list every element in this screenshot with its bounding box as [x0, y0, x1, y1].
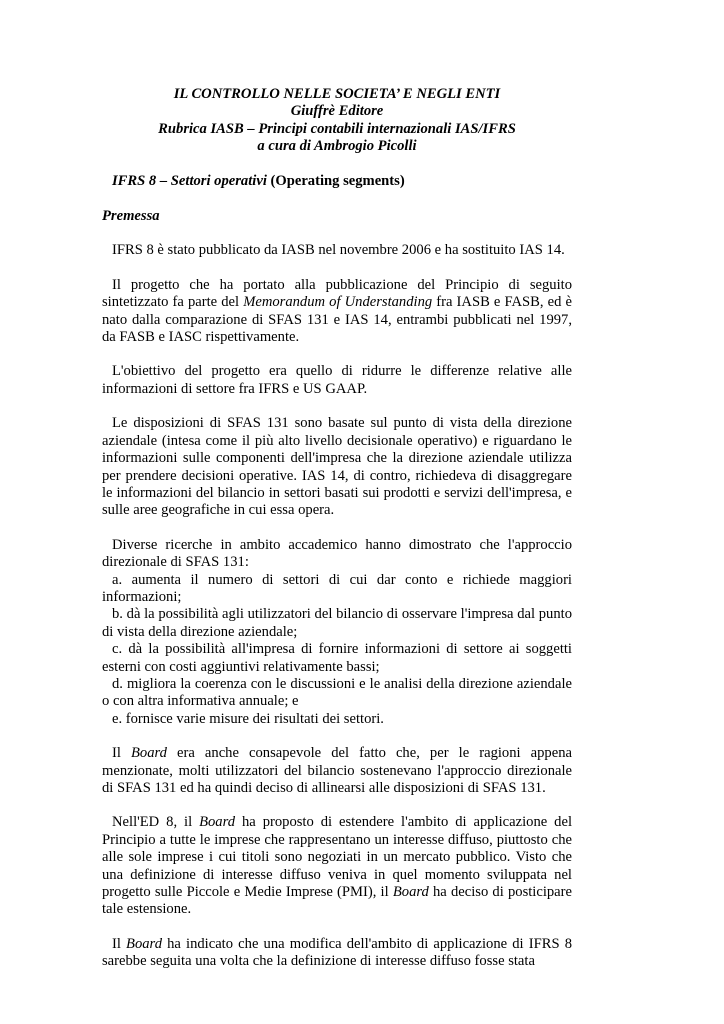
paragraph-5: Diverse ricerche in ambito accademico hanno dimostrato che l'approccio direzionale di SFAS 131: [102, 536, 572, 571]
paragraph-7-emphasis-2: Board [392, 884, 429, 901]
list-item: a. aumenta il numero di settori di cui dar conto e richiede maggiori informazioni; [102, 571, 572, 605]
paragraph-7-text-a: Nell'ED 8, il [112, 814, 200, 831]
document-page [102, 86, 572, 971]
paragraph-2-text-b: fra IASB e FASB, ed è nato dalla comparazione di SFAS 131 e IAS 14, entrambi pubblicati nel 1997, da FASB e IASC rispettivamente. [102, 294, 572, 346]
header-publisher: Giuffrè Editore [290, 103, 384, 120]
paragraph-1: IFRS 8 è stato pubblicato da IASB nel novembre 2006 e ha sostituito IAS 14. [112, 242, 565, 259]
list-item: b. dà la possibilità agli utilizzatori del bilancio di osservare l'impresa dal punto di vista della direzione aziendale; [102, 606, 572, 640]
paragraph-7-emphasis-1: Board [199, 814, 236, 831]
list-item: e. fornisce varie misure dei risultati dei settori. [112, 710, 384, 727]
list-item: d. migliora la coerenza con le discussioni e le analisi della direzione aziendale o con altra informativa annuale; e [102, 675, 572, 710]
document-header [102, 86, 572, 156]
paragraph-7-text-b: ha proposto di estendere l'ambito di applicazione del Principio a tutte le imprese che rappresentano un interesse diffuso, piuttosto che alle sole imprese i cui titoli sono negoziati in un mercato pubblico. Visto che una definizione di interesse diffuso veniva in quel momento sviluppata nel progetto sulle Piccole e Medie Imprese (PMI), il [102, 814, 572, 901]
paragraph-4: Le disposizioni di SFAS 131 sono basate sul punto di vista della direzione aziendale (intesa come il più alto livello decisionale operativo) e riguardano le informazioni sulle componenti dell'impresa che la direzione aziendale utilizza per prendere decisioni operative. IAS 14, di contro, richiedeva di disaggregare le informazioni del bilancio in settori basati sui prodotti e servizi dell'impresa, e sulle aree geografiche in cui essa opera. [102, 415, 572, 519]
paragraph-7 [102, 814, 572, 918]
paragraph-6-emphasis: Board [131, 745, 167, 762]
paragraph-6-text-a: Il [112, 745, 131, 762]
article-title-italic: IFRS 8 – Settori operativi [112, 172, 267, 189]
list-item: c. dà la possibilità all'impresa di fornire informazioni di settore ai soggetti esterni con costi aggiuntivi relativamente bassi; [102, 641, 572, 675]
section-heading: Premessa [102, 208, 160, 225]
article-title [102, 173, 572, 190]
header-title: IL CONTROLLO NELLE SOCIETA’ E NEGLI ENTI [173, 86, 501, 102]
article-title-plain: (Operating segments) [266, 172, 405, 189]
paragraph-3: L'obiettivo del progetto era quello di ridurre le differenze relative alle informazioni di settore fra IFRS e US GAAP. [102, 363, 572, 397]
paragraph-6-text-b: era anche consapevole del fatto che, per le ragioni appena menzionate, molti utilizzatori del bilancio sostenevano l'approccio direzionale di SFAS 131 ed ha quindi deciso di allinearsi alle disposizioni di SFAS 131. [102, 745, 572, 796]
paragraph-2 [102, 277, 572, 347]
paragraph-8 [102, 936, 572, 971]
paragraph-6 [102, 745, 572, 797]
paragraph-8-text-a: Il [112, 935, 127, 952]
paragraph-8-emphasis: Board [126, 935, 162, 952]
paragraph-7-text-c: ha deciso di posticipare tale estensione. [102, 884, 573, 918]
paragraph-8-text-b: ha indicato che una modifica dell'ambito di applicazione di IFRS 8 sarebbe seguita una volta che la definizione di interesse diffuso fosse stata [102, 935, 572, 970]
paragraph-2-emphasis: Memorandum of Understanding [243, 294, 433, 311]
header-column: Rubrica IASB – Principi contabili internazionali IAS/IFRS [158, 120, 516, 137]
benefits-list [102, 572, 572, 729]
paragraph-2-text-a: Il progetto che ha portato alla pubblicazione del Principio di seguito sintetizzato fa parte del [102, 276, 572, 311]
header-editor: a cura di Ambrogio Picolli [257, 138, 417, 155]
